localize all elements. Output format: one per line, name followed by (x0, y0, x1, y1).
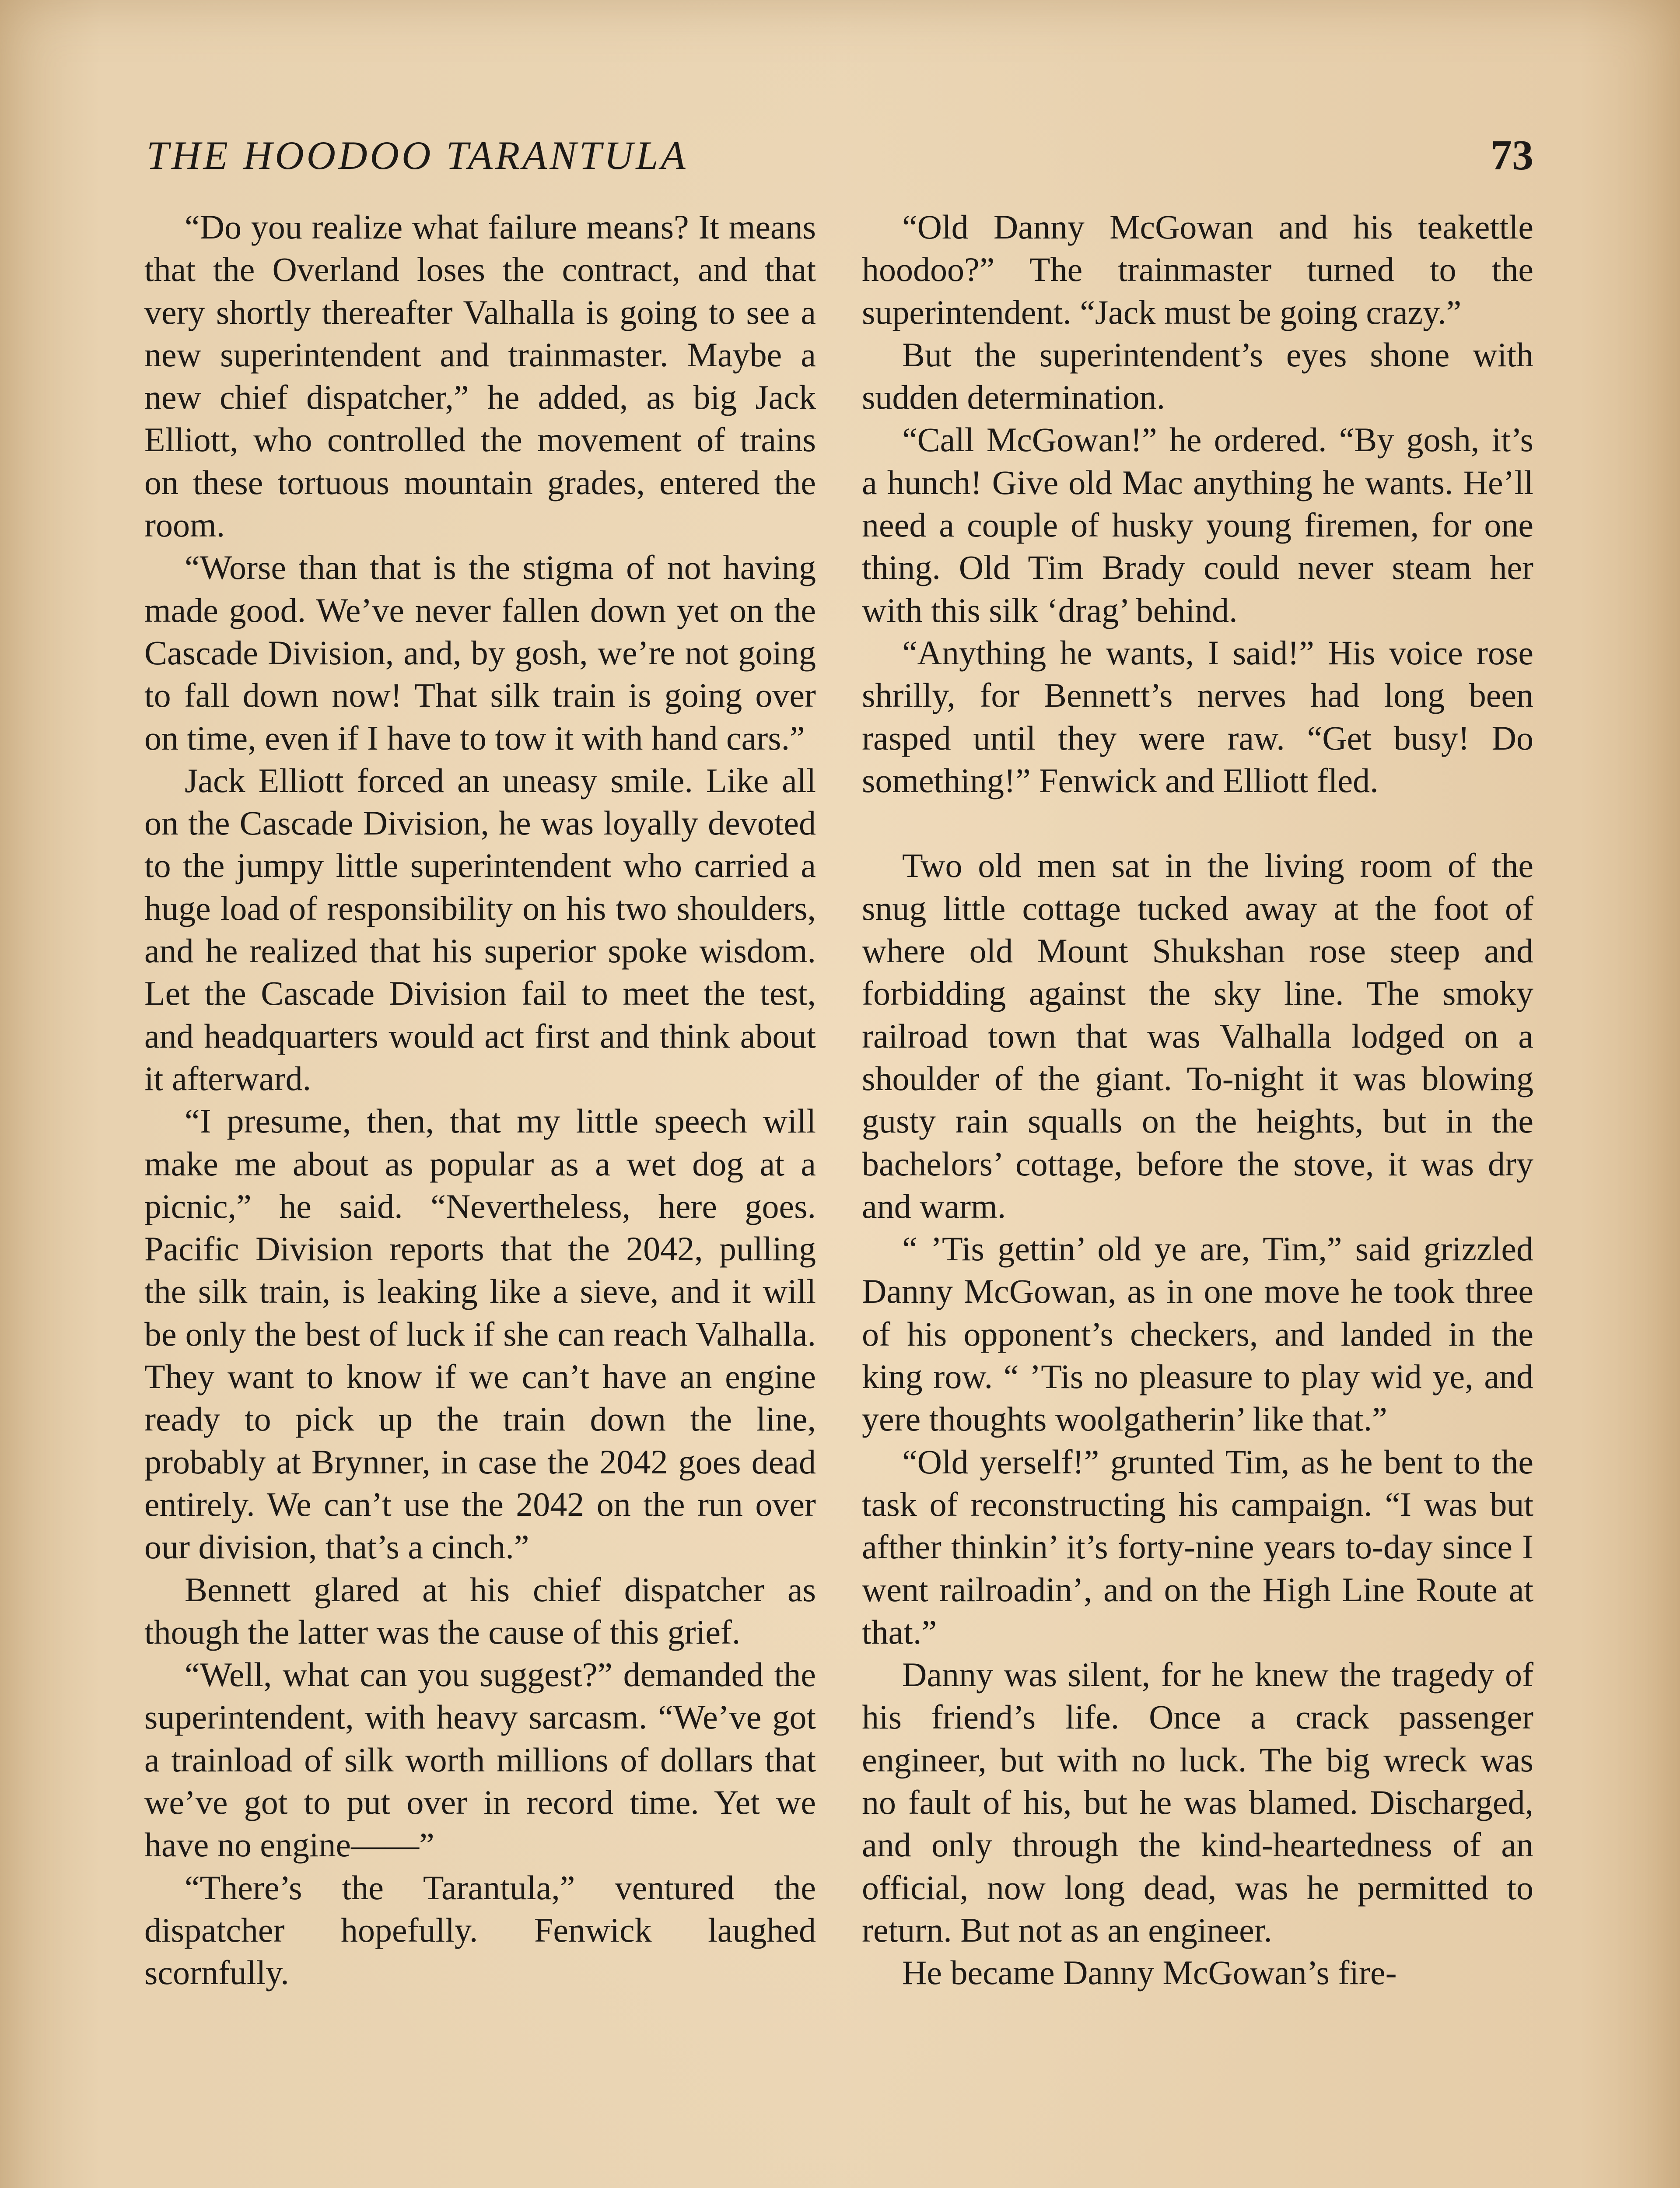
paragraph: “Old yerself!” grunted Tim, as he bent to the task of reconstructing his campaign. “I was but afther thinkin’ it’s forty-nine years to-day since I went railroadin’, and on the High Line Route at that.” (862, 1442, 1533, 1651)
running-head (147, 127, 1533, 184)
left-column (144, 206, 816, 1994)
paragraph: He became Danny McGowan’s fire- (902, 1953, 1397, 1992)
paragraph: “Do you realize what failure means? It means that the Overland loses the contract, and that very shortly thereafter Valhalla is going to see a new superintendent and trainmaster. Maybe a new chief dispatcher,” he added, as big Jack Elliott, who controlled the movement of trains on these tortuous mountain grades, entered the room. (144, 208, 816, 544)
right-column (862, 206, 1533, 1994)
paragraph: “There’s the Tarantula,” ventured the dispatcher hopefully. Fenwick laughed scornfully. (144, 1868, 816, 1992)
paragraph: Two old men sat in the living room of the snug little cottage tucked away at the foot of where old Mount Shukshan rose steep and forbidding against the sky line. The smoky railroad town that was Valhalla lodged on a shoulder of the giant. To-night it was blowing gusty rain squalls on the heights, but in the bachelors’ cottage, before the stove, it was dry and warm. (862, 846, 1533, 1225)
paragraph: “Call McGowan!” he ordered. “By gosh, it’s a hunch! Give old Mac anything he wants. He’ll need a couple of husky young firemen, for one thing. Old Tim Brady could never steam her with this silk ‘drag’ behind. (862, 421, 1533, 629)
paragraph: Bennett glared at his chief dispatcher as though the latter was the cause of this grief. (144, 1570, 816, 1651)
paragraph: “Worse than that is the stigma of not having made good. We’ve never fallen down yet on the Cascade Division, and, by gosh, we’re not going to fall down now! That silk train is going over on time, even if I have to tow it with hand cars.” (144, 548, 816, 757)
paragraph: “Well, what can you suggest?” demanded the superintendent, with heavy sarcasm. “We’ve got a trainload of silk worth millions of dollars that we’ve got to put over in record time. Yet we have no engine——” (144, 1655, 816, 1864)
paragraph: Jack Elliott forced an uneasy smile. Like all on the Cascade Division, he was loyally devoted to the jumpy little superintendent who carried a huge load of responsibility on his two shoulders, and he realized that his superior spoke wisdom. Let the Cascade Division fail to meet the test, and headquarters would act first and think about it afterward. (144, 761, 816, 1098)
running-head-title: THE HOODOO TARANTULA (147, 133, 688, 178)
paragraph: “ ’Tis gettin’ old ye are, Tim,” said grizzled Danny McGowan, as in one move he took three of his opponent’s checkers, and landed in the king row. “ ’Tis no pleasure to play wid ye, and yere thoughts woolgatherin’ like that.” (862, 1230, 1533, 1438)
page-number: 73 (1491, 132, 1533, 179)
paragraph: “Anything he wants, I said!” His voice rose shrilly, for Bennett’s nerves had long been rasped until they were raw. “Get busy! Do something!” Fenwick and Elliott fled. (862, 633, 1533, 799)
paragraph: But the superintendent’s eyes shone with sudden determination. (862, 335, 1533, 417)
paragraph: “I presume, then, that my little speech will make me about as popular as a wet dog at a picnic,” he said. “Nevertheless, here goes. Pacific Division reports that the 2042, pulling the silk train, is leaking like a sieve, and it will be only the best of luck if she can reach Valhalla. They want to know if we can’t have an engine ready to pick up the train down the line, probably at Brynner, in case the 2042 goes dead entirely. We can’t use the 2042 on the run over our division, that’s a cinch.” (144, 1102, 816, 1566)
paragraph: “Old Danny McGowan and his teakettle hoodoo?” The trainmaster turned to the superintendent. “Jack must be going crazy.” (862, 208, 1533, 331)
paragraph: Danny was silent, for he knew the tragedy of his friend’s life. Once a crack passenger engineer, but with no luck. The big wreck was no fault of his, but he was blamed. Discharged, and only through the kind-heartedness of an official, now long dead, was he permitted to return. But not as an engineer. (862, 1655, 1533, 1949)
